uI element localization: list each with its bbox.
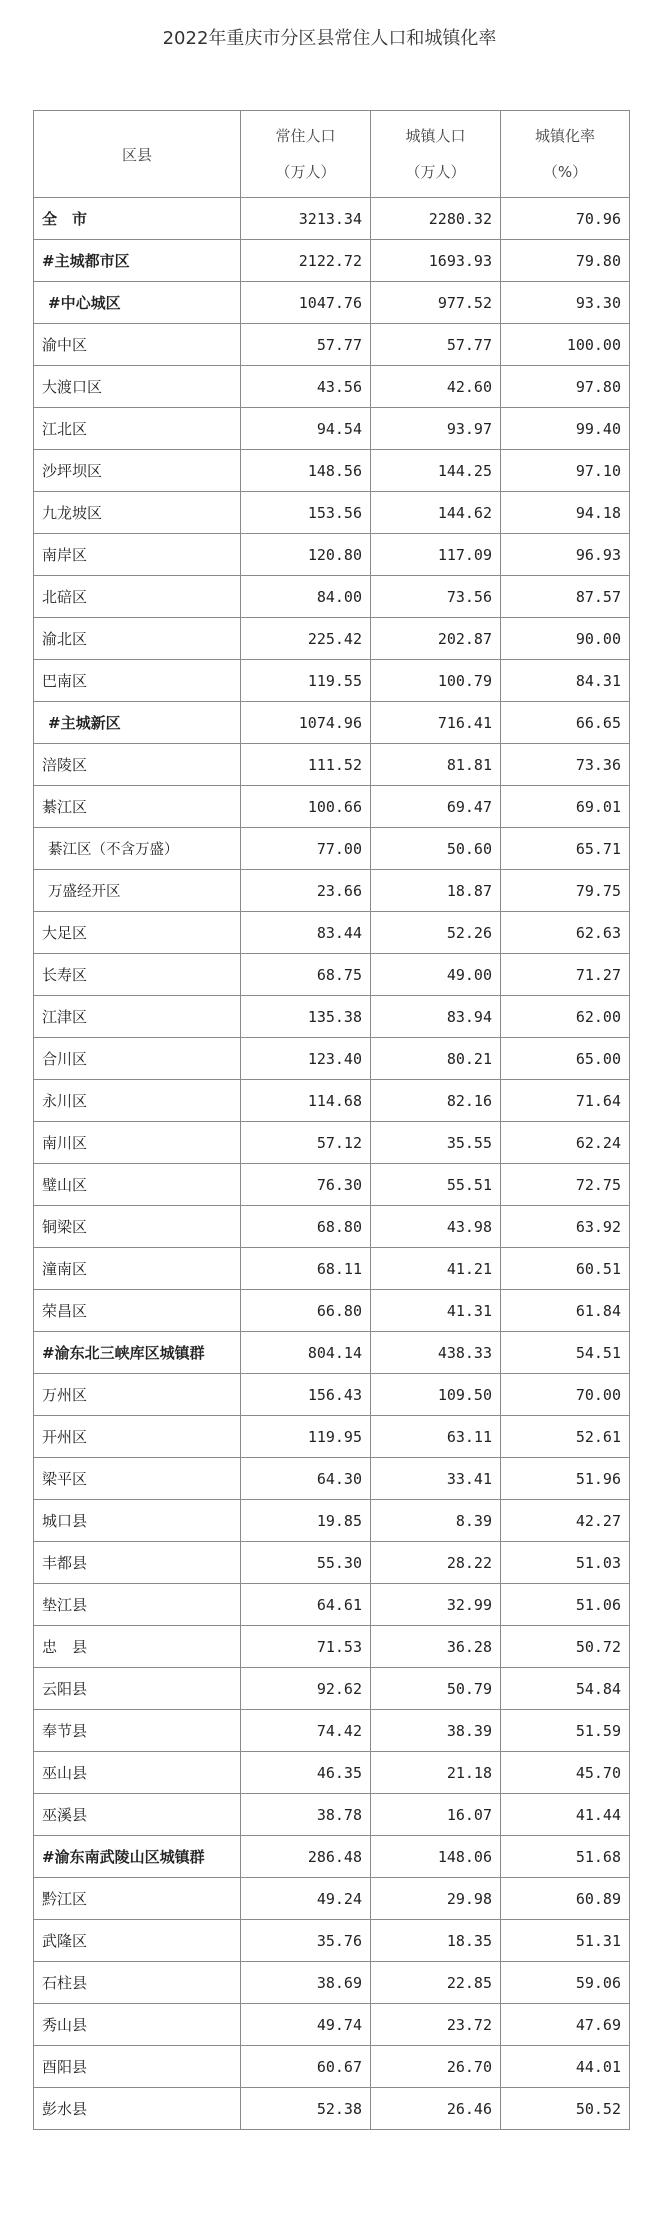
district-name-cell: 南岸区	[34, 534, 241, 576]
resident-population-cell: 119.55	[241, 660, 371, 702]
resident-population-cell: 38.69	[241, 1962, 371, 2004]
urban-population-cell: 57.77	[371, 324, 501, 366]
district-name-cell: 丰都县	[34, 1542, 241, 1584]
urban-population-cell: 26.70	[371, 2046, 501, 2088]
urban-population-cell: 35.55	[371, 1122, 501, 1164]
table-row	[34, 1500, 630, 1542]
population-table	[33, 110, 630, 2130]
urbanization-rate-cell: 71.27	[501, 954, 630, 996]
district-name-cell: 梁平区	[34, 1458, 241, 1500]
table-row	[34, 618, 630, 660]
urban-population-cell: 16.07	[371, 1794, 501, 1836]
district-name-cell: 云阳县	[34, 1668, 241, 1710]
district-name-cell: 巴南区	[34, 660, 241, 702]
urban-population-cell: 202.87	[371, 618, 501, 660]
urban-population-cell: 18.35	[371, 1920, 501, 1962]
urbanization-rate-cell: 93.30	[501, 282, 630, 324]
resident-population-cell: 64.30	[241, 1458, 371, 1500]
table-row	[34, 1206, 630, 1248]
district-name-cell: 沙坪坝区	[34, 450, 241, 492]
table-row	[34, 786, 630, 828]
resident-population-cell: 119.95	[241, 1416, 371, 1458]
district-name-cell: 彭水县	[34, 2088, 241, 2130]
table-row	[34, 1668, 630, 1710]
district-name-cell: 巫溪县	[34, 1794, 241, 1836]
resident-population-cell: 94.54	[241, 408, 371, 450]
urban-population-cell: 28.22	[371, 1542, 501, 1584]
urban-population-cell: 148.06	[371, 1836, 501, 1878]
resident-population-cell: 2122.72	[241, 240, 371, 282]
urbanization-rate-cell: 45.70	[501, 1752, 630, 1794]
urban-population-cell: 716.41	[371, 702, 501, 744]
district-name-cell: 城口县	[34, 1500, 241, 1542]
urbanization-rate-cell: 73.36	[501, 744, 630, 786]
table-row	[34, 324, 630, 366]
urban-population-cell: 80.21	[371, 1038, 501, 1080]
urban-population-cell: 977.52	[371, 282, 501, 324]
urbanization-rate-cell: 54.51	[501, 1332, 630, 1374]
urban-population-cell: 36.28	[371, 1626, 501, 1668]
district-name-cell: 长寿区	[34, 954, 241, 996]
urbanization-rate-cell: 71.64	[501, 1080, 630, 1122]
urbanization-rate-cell: 65.71	[501, 828, 630, 870]
resident-population-cell: 148.56	[241, 450, 371, 492]
table-row	[34, 576, 630, 618]
urbanization-rate-cell: 79.80	[501, 240, 630, 282]
resident-population-cell: 74.42	[241, 1710, 371, 1752]
urban-population-cell: 32.99	[371, 1584, 501, 1626]
urban-population-cell: 144.62	[371, 492, 501, 534]
resident-population-cell: 64.61	[241, 1584, 371, 1626]
resident-population-cell: 1074.96	[241, 702, 371, 744]
urbanization-rate-cell: 62.63	[501, 912, 630, 954]
urban-population-cell: 109.50	[371, 1374, 501, 1416]
urbanization-rate-cell: 51.31	[501, 1920, 630, 1962]
urbanization-rate-cell: 65.00	[501, 1038, 630, 1080]
urban-population-cell: 81.81	[371, 744, 501, 786]
table-row	[34, 1416, 630, 1458]
urban-population-cell: 43.98	[371, 1206, 501, 1248]
resident-population-cell: 76.30	[241, 1164, 371, 1206]
district-name-cell: #渝东南武陵山区城镇群	[34, 1836, 241, 1878]
resident-population-cell: 156.43	[241, 1374, 371, 1416]
district-name-cell: 九龙坡区	[34, 492, 241, 534]
resident-population-cell: 46.35	[241, 1752, 371, 1794]
resident-population-cell: 66.80	[241, 1290, 371, 1332]
urbanization-rate-cell: 96.93	[501, 534, 630, 576]
urbanization-rate-cell: 50.72	[501, 1626, 630, 1668]
resident-population-cell: 49.24	[241, 1878, 371, 1920]
urban-population-cell: 100.79	[371, 660, 501, 702]
urbanization-rate-cell: 99.40	[501, 408, 630, 450]
header-district: 区县	[34, 111, 241, 198]
urban-population-cell: 18.87	[371, 870, 501, 912]
district-name-cell: 潼南区	[34, 1248, 241, 1290]
resident-population-cell: 23.66	[241, 870, 371, 912]
resident-population-cell: 100.66	[241, 786, 371, 828]
district-name-cell: 垫江县	[34, 1584, 241, 1626]
urban-population-cell: 52.26	[371, 912, 501, 954]
resident-population-cell: 68.80	[241, 1206, 371, 1248]
table-row	[34, 408, 630, 450]
urbanization-rate-cell: 51.06	[501, 1584, 630, 1626]
urbanization-rate-cell: 60.89	[501, 1878, 630, 1920]
table-row	[34, 534, 630, 576]
table-row	[34, 1584, 630, 1626]
table-body	[34, 111, 630, 2130]
urbanization-rate-cell: 94.18	[501, 492, 630, 534]
district-name-cell: 大足区	[34, 912, 241, 954]
urban-population-cell: 1693.93	[371, 240, 501, 282]
page-title: 2022年重庆市分区县常住人口和城镇化率	[162, 28, 497, 49]
resident-population-cell: 35.76	[241, 1920, 371, 1962]
urbanization-rate-cell: 51.03	[501, 1542, 630, 1584]
urbanization-rate-cell: 79.75	[501, 870, 630, 912]
table-row	[34, 1458, 630, 1500]
urbanization-rate-cell: 50.52	[501, 2088, 630, 2130]
table-row	[34, 1836, 630, 1878]
urban-population-cell: 29.98	[371, 1878, 501, 1920]
urbanization-rate-cell: 62.00	[501, 996, 630, 1038]
district-name-cell: #中心城区	[34, 282, 241, 324]
resident-population-cell: 3213.34	[241, 198, 371, 240]
district-name-cell: 开州区	[34, 1416, 241, 1458]
table-row	[34, 1038, 630, 1080]
header-resident: 常住人口 （万人）	[241, 111, 371, 198]
resident-population-cell: 804.14	[241, 1332, 371, 1374]
district-name-cell: 全 市	[34, 198, 241, 240]
district-name-cell: 綦江区（不含万盛）	[34, 828, 241, 870]
resident-population-cell: 19.85	[241, 1500, 371, 1542]
urbanization-rate-cell: 54.84	[501, 1668, 630, 1710]
resident-population-cell: 68.75	[241, 954, 371, 996]
resident-population-cell: 57.77	[241, 324, 371, 366]
resident-population-cell: 38.78	[241, 1794, 371, 1836]
urban-population-cell: 73.56	[371, 576, 501, 618]
table-row	[34, 1752, 630, 1794]
table-row	[34, 1710, 630, 1752]
table-row	[34, 2004, 630, 2046]
urbanization-rate-cell: 61.84	[501, 1290, 630, 1332]
urbanization-rate-cell: 70.96	[501, 198, 630, 240]
table-row	[34, 828, 630, 870]
table-row	[34, 282, 630, 324]
urban-population-cell: 438.33	[371, 1332, 501, 1374]
urbanization-rate-cell: 51.59	[501, 1710, 630, 1752]
district-name-cell: #渝东北三峡库区城镇群	[34, 1332, 241, 1374]
urban-population-cell: 38.39	[371, 1710, 501, 1752]
urbanization-rate-cell: 62.24	[501, 1122, 630, 1164]
urban-population-cell: 63.11	[371, 1416, 501, 1458]
urbanization-rate-cell: 42.27	[501, 1500, 630, 1542]
resident-population-cell: 111.52	[241, 744, 371, 786]
resident-population-cell: 52.38	[241, 2088, 371, 2130]
district-name-cell: 黔江区	[34, 1878, 241, 1920]
table-row	[34, 660, 630, 702]
district-name-cell: 铜梁区	[34, 1206, 241, 1248]
district-name-cell: 涪陵区	[34, 744, 241, 786]
district-name-cell: 南川区	[34, 1122, 241, 1164]
district-name-cell: 武隆区	[34, 1920, 241, 1962]
district-name-cell: 荣昌区	[34, 1290, 241, 1332]
resident-population-cell: 92.62	[241, 1668, 371, 1710]
urbanization-rate-cell: 60.51	[501, 1248, 630, 1290]
urban-population-cell: 117.09	[371, 534, 501, 576]
resident-population-cell: 84.00	[241, 576, 371, 618]
district-name-cell: 万盛经开区	[34, 870, 241, 912]
urban-population-cell: 50.60	[371, 828, 501, 870]
urbanization-rate-cell: 66.65	[501, 702, 630, 744]
table-row	[34, 870, 630, 912]
district-name-cell: 江津区	[34, 996, 241, 1038]
resident-population-cell: 225.42	[241, 618, 371, 660]
table-row	[34, 1374, 630, 1416]
urbanization-rate-cell: 97.10	[501, 450, 630, 492]
district-name-cell: 合川区	[34, 1038, 241, 1080]
table-row	[34, 1332, 630, 1374]
urban-population-cell: 55.51	[371, 1164, 501, 1206]
urbanization-rate-cell: 70.00	[501, 1374, 630, 1416]
urban-population-cell: 93.97	[371, 408, 501, 450]
district-name-cell: 石柱县	[34, 1962, 241, 2004]
resident-population-cell: 1047.76	[241, 282, 371, 324]
table-row	[34, 1920, 630, 1962]
table-row	[34, 1962, 630, 2004]
urban-population-cell: 33.41	[371, 1458, 501, 1500]
table-row	[34, 1878, 630, 1920]
resident-population-cell: 135.38	[241, 996, 371, 1038]
urban-population-cell: 42.60	[371, 366, 501, 408]
urban-population-cell: 50.79	[371, 1668, 501, 1710]
urban-population-cell: 26.46	[371, 2088, 501, 2130]
table-row	[34, 744, 630, 786]
urbanization-rate-cell: 97.80	[501, 366, 630, 408]
resident-population-cell: 68.11	[241, 1248, 371, 1290]
district-name-cell: 忠 县	[34, 1626, 241, 1668]
urbanization-rate-cell: 59.06	[501, 1962, 630, 2004]
table-header-row	[34, 111, 630, 198]
table-row	[34, 954, 630, 996]
urban-population-cell: 82.16	[371, 1080, 501, 1122]
urban-population-cell: 21.18	[371, 1752, 501, 1794]
urban-population-cell: 69.47	[371, 786, 501, 828]
table-row	[34, 366, 630, 408]
urbanization-rate-cell: 51.68	[501, 1836, 630, 1878]
district-name-cell: 渝中区	[34, 324, 241, 366]
resident-population-cell: 55.30	[241, 1542, 371, 1584]
urban-population-cell: 23.72	[371, 2004, 501, 2046]
table-row	[34, 198, 630, 240]
urbanization-rate-cell: 41.44	[501, 1794, 630, 1836]
table-row	[34, 912, 630, 954]
district-name-cell: 奉节县	[34, 1710, 241, 1752]
table-row	[34, 996, 630, 1038]
district-name-cell: #主城新区	[34, 702, 241, 744]
table-row	[34, 702, 630, 744]
urban-population-cell: 83.94	[371, 996, 501, 1038]
urbanization-rate-cell: 52.61	[501, 1416, 630, 1458]
resident-population-cell: 77.00	[241, 828, 371, 870]
resident-population-cell: 49.74	[241, 2004, 371, 2046]
resident-population-cell: 286.48	[241, 1836, 371, 1878]
table-row	[34, 1164, 630, 1206]
urbanization-rate-cell: 69.01	[501, 786, 630, 828]
district-name-cell: 巫山县	[34, 1752, 241, 1794]
table-row	[34, 1080, 630, 1122]
district-name-cell: 永川区	[34, 1080, 241, 1122]
urban-population-cell: 41.21	[371, 1248, 501, 1290]
district-name-cell: 綦江区	[34, 786, 241, 828]
district-name-cell: 渝北区	[34, 618, 241, 660]
district-name-cell: #主城都市区	[34, 240, 241, 282]
urbanization-rate-cell: 51.96	[501, 1458, 630, 1500]
resident-population-cell: 43.56	[241, 366, 371, 408]
resident-population-cell: 57.12	[241, 1122, 371, 1164]
resident-population-cell: 120.80	[241, 534, 371, 576]
urban-population-cell: 22.85	[371, 1962, 501, 2004]
resident-population-cell: 153.56	[241, 492, 371, 534]
table-row	[34, 1290, 630, 1332]
table-row	[34, 240, 630, 282]
district-name-cell: 酉阳县	[34, 2046, 241, 2088]
urbanization-rate-cell: 90.00	[501, 618, 630, 660]
urbanization-rate-cell: 100.00	[501, 324, 630, 366]
district-name-cell: 万州区	[34, 1374, 241, 1416]
table-row	[34, 1122, 630, 1164]
district-name-cell: 秀山县	[34, 2004, 241, 2046]
urban-population-cell: 8.39	[371, 1500, 501, 1542]
urban-population-cell: 41.31	[371, 1290, 501, 1332]
resident-population-cell: 60.67	[241, 2046, 371, 2088]
table-row	[34, 492, 630, 534]
table-row	[34, 2046, 630, 2088]
table-row	[34, 1542, 630, 1584]
table-row	[34, 1794, 630, 1836]
district-name-cell: 璧山区	[34, 1164, 241, 1206]
district-name-cell: 江北区	[34, 408, 241, 450]
header-urban: 城镇人口 （万人）	[371, 111, 501, 198]
resident-population-cell: 71.53	[241, 1626, 371, 1668]
resident-population-cell: 83.44	[241, 912, 371, 954]
district-name-cell: 大渡口区	[34, 366, 241, 408]
urbanization-rate-cell: 87.57	[501, 576, 630, 618]
urbanization-rate-cell: 44.01	[501, 2046, 630, 2088]
urbanization-rate-cell: 72.75	[501, 1164, 630, 1206]
urban-population-cell: 49.00	[371, 954, 501, 996]
header-rate: 城镇化率 （%）	[501, 111, 630, 198]
district-name-cell: 北碚区	[34, 576, 241, 618]
urbanization-rate-cell: 47.69	[501, 2004, 630, 2046]
table-row	[34, 450, 630, 492]
resident-population-cell: 114.68	[241, 1080, 371, 1122]
urbanization-rate-cell: 63.92	[501, 1206, 630, 1248]
resident-population-cell: 123.40	[241, 1038, 371, 1080]
urban-population-cell: 2280.32	[371, 198, 501, 240]
table-row	[34, 1626, 630, 1668]
urban-population-cell: 144.25	[371, 450, 501, 492]
table-row	[34, 1248, 630, 1290]
table-row	[34, 2088, 630, 2130]
urbanization-rate-cell: 84.31	[501, 660, 630, 702]
